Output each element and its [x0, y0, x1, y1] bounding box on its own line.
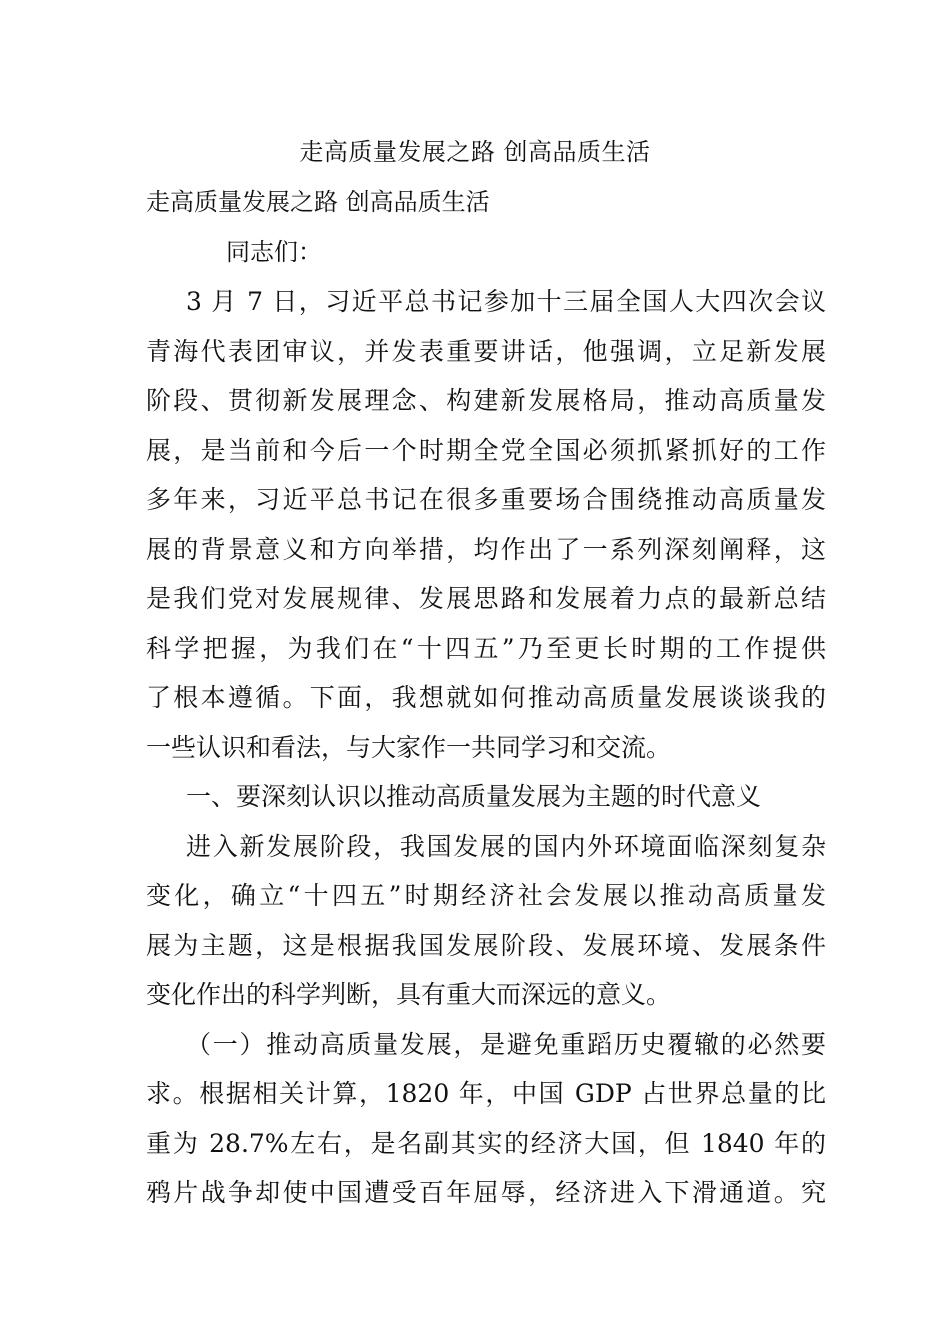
text-line: 变化作出的科学判断，具有重大而深远的意义。	[146, 980, 672, 1009]
document-title: 走高质量发展之路 创高品质生活	[299, 138, 651, 166]
text-line: 多年来，习近平总书记在很多重要场合围绕推动高质量发	[146, 485, 826, 514]
text-line: 展的背景意义和方向举措，均作出了一系列深刻阐释，这	[146, 534, 826, 564]
section-heading: 一、要深刻认识以推动高质量发展为主题的时代意义	[186, 782, 762, 811]
text-line: 进入新发展阶段，我国发展的国内外环境面临深刻复杂	[186, 831, 826, 861]
text-line: 重为 28.7%左右，是名副其实的经济大国，但 1840 年的	[146, 1128, 826, 1158]
text-line: 展，是当前和今后一个时期全党全国必须抓紧抓好的工作	[146, 435, 826, 465]
document-subtitle: 走高质量发展之路 创高品质生活	[146, 188, 490, 216]
text-line: 3 月 7 日，习近平总书记参加十三届全国人大四次会议	[186, 287, 826, 316]
text-line: 求。根据相关计算，1820 年，中国 GDP 占世界总量的比	[146, 1079, 826, 1108]
text-line: 阶段、贯彻新发展理念、构建新发展格局，推动高质量发	[146, 386, 826, 415]
text-line: 科学把握，为我们在“十四五”乃至更长时期的工作提供	[146, 633, 826, 663]
text-line: 青海代表团审议，并发表重要讲话，他强调，立足新发展	[146, 336, 826, 366]
greeting: 同志们：	[226, 238, 322, 266]
text-line: 展为主题，这是根据我国发展阶段、发展环境、发展条件	[146, 930, 826, 960]
text-line: 变化，确立“十四五”时期经济社会发展以推动高质量发	[146, 881, 826, 910]
text-line: 是我们党对发展规律、发展思路和发展着力点的最新总结	[146, 584, 826, 613]
text-line: （一）推动高质量发展，是避免重蹈历史覆辙的必然要	[186, 1029, 826, 1059]
text-line: 了根本遵循。下面，我想就如何推动高质量发展谈谈我的	[146, 683, 826, 712]
text-line: 鸦片战争却使中国遭受百年屈辱，经济进入下滑通道。究	[146, 1178, 826, 1207]
text-line: 一些认识和看法，与大家作一共同学习和交流。	[146, 732, 672, 762]
body-text	[146, 282, 826, 1223]
